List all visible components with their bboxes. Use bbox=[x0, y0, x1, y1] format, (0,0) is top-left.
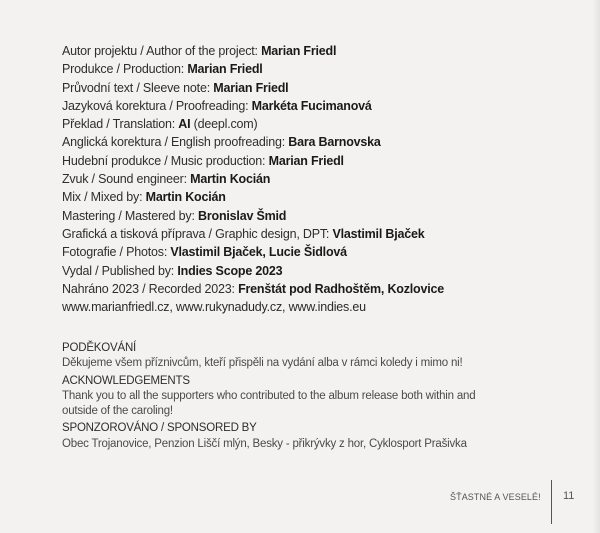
credit-label: Zvuk / Sound engineer: bbox=[62, 172, 191, 187]
credit-value: Bara Barnovska bbox=[288, 135, 381, 150]
credit-value: Martin Kocián bbox=[145, 190, 226, 205]
credit-line-photos bbox=[62, 243, 582, 261]
credit-label: Produkce / Production: bbox=[62, 62, 188, 77]
credits-list bbox=[62, 42, 582, 316]
credit-label: Anglická korektura / English proofreading: bbox=[62, 135, 289, 150]
credit-label: Překlad / Translation: bbox=[62, 117, 179, 132]
credit-line-translation bbox=[62, 115, 582, 133]
sponsor-text: Obec Trojanovice, Penzion Liščí mlýn, Besky - přikrývky z hor, Cyklosport Prašivka bbox=[62, 437, 467, 450]
credit-label: Průvodní text / Sleeve note: bbox=[62, 80, 214, 95]
page-edge-shadow bbox=[592, 0, 600, 533]
thanks-text-cz: Děkujeme všem příznivcům, kteří přispěli na vydání alba v rámci koledy i mimo ni! bbox=[62, 357, 463, 370]
credit-value: Markéta Fucimanová bbox=[251, 98, 372, 113]
credit-label: Hudební produkce / Music production: bbox=[62, 153, 269, 168]
credit-line-production bbox=[62, 60, 582, 78]
credit-value: Marian Friedl bbox=[261, 44, 337, 58]
credit-line-proofreading bbox=[62, 97, 582, 115]
thanks-heading-cz: PODĚKOVÁNÍ bbox=[62, 342, 137, 354]
credit-line-author bbox=[62, 42, 582, 60]
credit-label: Jazyková korektura / Proofreading: bbox=[62, 98, 252, 113]
credit-value: Bronislav Šmid bbox=[198, 208, 287, 223]
website-urls: www.marianfriedl.cz, www.rukynadudy.cz, www.indies.eu bbox=[62, 300, 366, 315]
credit-line-publisher bbox=[62, 262, 582, 280]
credit-value: Vlastimil Bjaček bbox=[332, 226, 425, 241]
credit-value: Marian Friedl bbox=[187, 62, 263, 77]
credit-value: Indies Scope 2023 bbox=[177, 263, 283, 278]
credit-value: Vlastimil Bjaček, Lucie Šidlová bbox=[170, 245, 347, 260]
credit-line-mastering bbox=[62, 207, 582, 225]
credit-label: Vydal / Published by: bbox=[62, 263, 178, 278]
acknowledgements-section bbox=[62, 341, 492, 454]
credit-label: Fotografie / Photos: bbox=[62, 245, 171, 260]
credit-line-sound-engineer bbox=[62, 170, 582, 188]
page-number: 11 bbox=[563, 490, 575, 502]
thanks-text-en: Thank you to all the supporters who contributed to the album release both within and outside of the caroling! bbox=[62, 389, 476, 418]
credit-label: Nahráno 2023 / Recorded 2023: bbox=[62, 281, 239, 296]
credit-value: Martin Kocián bbox=[190, 172, 271, 187]
footer-title: ŠŤASTNÉ A VESELÉ! bbox=[450, 492, 541, 502]
credit-value: Frenštát pod Radhoštěm, Kozlovice bbox=[238, 281, 445, 296]
credit-line-english-proofreading bbox=[62, 133, 582, 151]
credit-label: Autor projektu / Author of the project: bbox=[62, 44, 262, 58]
credit-line-recorded bbox=[62, 280, 582, 298]
sponsor-heading: SPONZOROVÁNO / SPONSORED BY bbox=[62, 422, 257, 435]
credit-value: Marian Friedl bbox=[268, 153, 344, 168]
credit-value: AI bbox=[178, 117, 191, 132]
credit-value: Marian Friedl bbox=[213, 80, 289, 95]
credit-line-music-production bbox=[62, 152, 582, 170]
credit-label: Mastering / Mastered by: bbox=[62, 208, 199, 223]
credit-line-sleeve-note bbox=[62, 79, 582, 97]
credit-suffix: (deepl.com) bbox=[190, 117, 258, 132]
credit-label: Grafická a tisková příprava / Graphic design, DPT: bbox=[62, 226, 333, 241]
thanks-heading-en: ACKNOWLEDGEMENTS bbox=[62, 374, 190, 387]
footer-divider bbox=[551, 480, 552, 524]
credit-line-mix bbox=[62, 188, 582, 206]
credit-line-graphic-design bbox=[62, 225, 582, 243]
credit-label: Mix / Mixed by: bbox=[62, 190, 146, 205]
